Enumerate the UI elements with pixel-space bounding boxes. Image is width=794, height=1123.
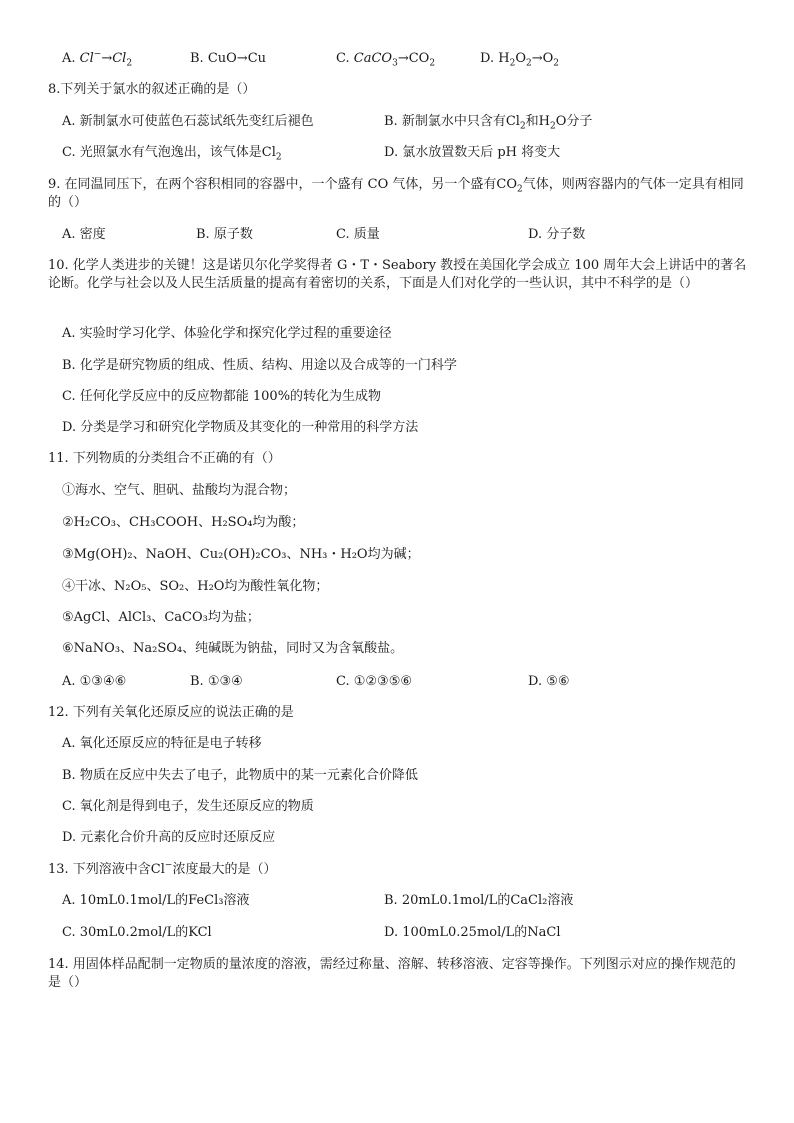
q14-stem: 14. 用固体样品配制一定物质的量浓度的溶液，需经过称量、溶解、转移溶液、定容等操作。下列图示对应的操作规范的是（） <box>48 957 736 990</box>
q10-option-b: B. 化学是研究物质的组成、性质、结构、用途以及合成等的一门科学 <box>62 358 457 373</box>
q11-option-c: C. ①②③⑤⑥ <box>336 674 413 689</box>
q8-option-a: A. 新制氯水可使蓝色石蕊试纸先变红后褪色 <box>62 114 314 129</box>
q12-option-d: D. 元素化合价升高的反应时还原反应 <box>62 830 276 845</box>
q11-item-2: ②H₂CO₃、CH₃COOH、H₂SO₄均为酸； <box>62 515 305 530</box>
q9-option-d: D. 分子数 <box>528 227 586 242</box>
q10-option-d: D. 分类是学习和研究化学物质及其变化的一种常用的科学方法 <box>62 420 419 435</box>
q7-option-d: D. $H_2O_2\to O_2$ <box>480 51 560 69</box>
q11-item-1: ①海水、空气、胆矾、盐酸均为混合物； <box>62 483 297 498</box>
q12-stem: 12. 下列有关氧化还原反应的说法正确的是 <box>48 705 294 720</box>
q11-stem: 11. 下列物质的分类组合不正确的有（） <box>48 451 281 466</box>
q10-option-a: A. 实验时学习化学、体验化学和探究化学过程的重要途径 <box>62 326 392 341</box>
q9-option-c: C. 质量 <box>336 227 380 242</box>
q11-item-6: ⑥NaNO₃、Na₂SO₄、纯碱既为钠盐，同时又为含氧酸盐。 <box>62 641 404 656</box>
q7-option-a: A. $Cl^-\to Cl_2$ <box>62 49 133 69</box>
q9-option-b: B. 原子数 <box>196 227 253 242</box>
q7-option-b: B. CuO→Cu <box>190 51 267 66</box>
q10-option-c: C. 任何化学反应中的反应物都能 100%的转化为生成物 <box>62 389 382 404</box>
q8-stem: 8.下列关于氯水的叙述正确的是（） <box>48 82 256 97</box>
q11-item-5: ⑤AgCl、AlCl₃、CaCO₃均为盐； <box>62 610 260 625</box>
q13-option-d: D. 100mL0.25mol/L的NaCl <box>384 925 561 940</box>
q13-option-b: B. 20mL0.1mol/L的CaCl₂溶液 <box>384 893 574 908</box>
q7-option-c: C. $CaCO_3\to CO_2$ <box>336 51 436 69</box>
q11-option-b: B. ①③④ <box>190 674 243 689</box>
q8-option-c: C. 光照氯水有气泡逸出，该气体是$Cl_2$ <box>62 145 282 163</box>
q11-option-a: A. ①③④⑥ <box>62 674 127 689</box>
q12-option-c: C. 氧化剂是得到电子，发生还原反应的物质 <box>62 799 314 814</box>
q9-option-a: A. 密度 <box>62 227 106 242</box>
q8-option-b: B. 新制氯水中只含有$Cl_2$和$H_2O$分子 <box>384 114 593 132</box>
q8-option-d: D. 氯水放置数天后 pH 将变大 <box>384 145 561 160</box>
q13-option-a: A. 10mL0.1mol/L的FeCl₃溶液 <box>62 893 250 908</box>
q10-stem: 10. 化学人类进步的关键！这是诺贝尔化学奖得者 G・T・Seabory 教授在美国化学会成立 100 周年大会上讲话中的著名论断。化学与社会以及人民生活质量的提高有着密切的关系，下面是人们对化学的一些认识，其中不科学的是（） <box>48 258 747 291</box>
q12-option-b: B. 物质在反应中失去了电子，此物质中的某一元素化合价降低 <box>62 768 418 783</box>
q11-item-4: ④干冰、N₂O₅、SO₂、H₂O均为酸性氧化物； <box>62 579 329 594</box>
q13-option-c: C. 30mL0.2mol/L的KCl <box>62 925 212 940</box>
q12-option-a: A. 氧化还原反应的特征是电子转移 <box>62 736 262 751</box>
q13-stem: 13. 下列溶液中含Cl−浓度最大的是（） <box>48 860 277 877</box>
q11-item-3: ③Mg(OH)₂、NaOH、Cu₂(OH)₂CO₃、NH₃・H₂O均为碱； <box>62 547 420 562</box>
q9-stem: 9. 在同温同压下，在两个容积相同的容器中，一个盛有 CO 气体，另一个盛有$CO_2$气体，则两容器内的气体一定具有相同的（） <box>48 177 744 210</box>
q11-option-d: D. ⑤⑥ <box>528 674 570 689</box>
